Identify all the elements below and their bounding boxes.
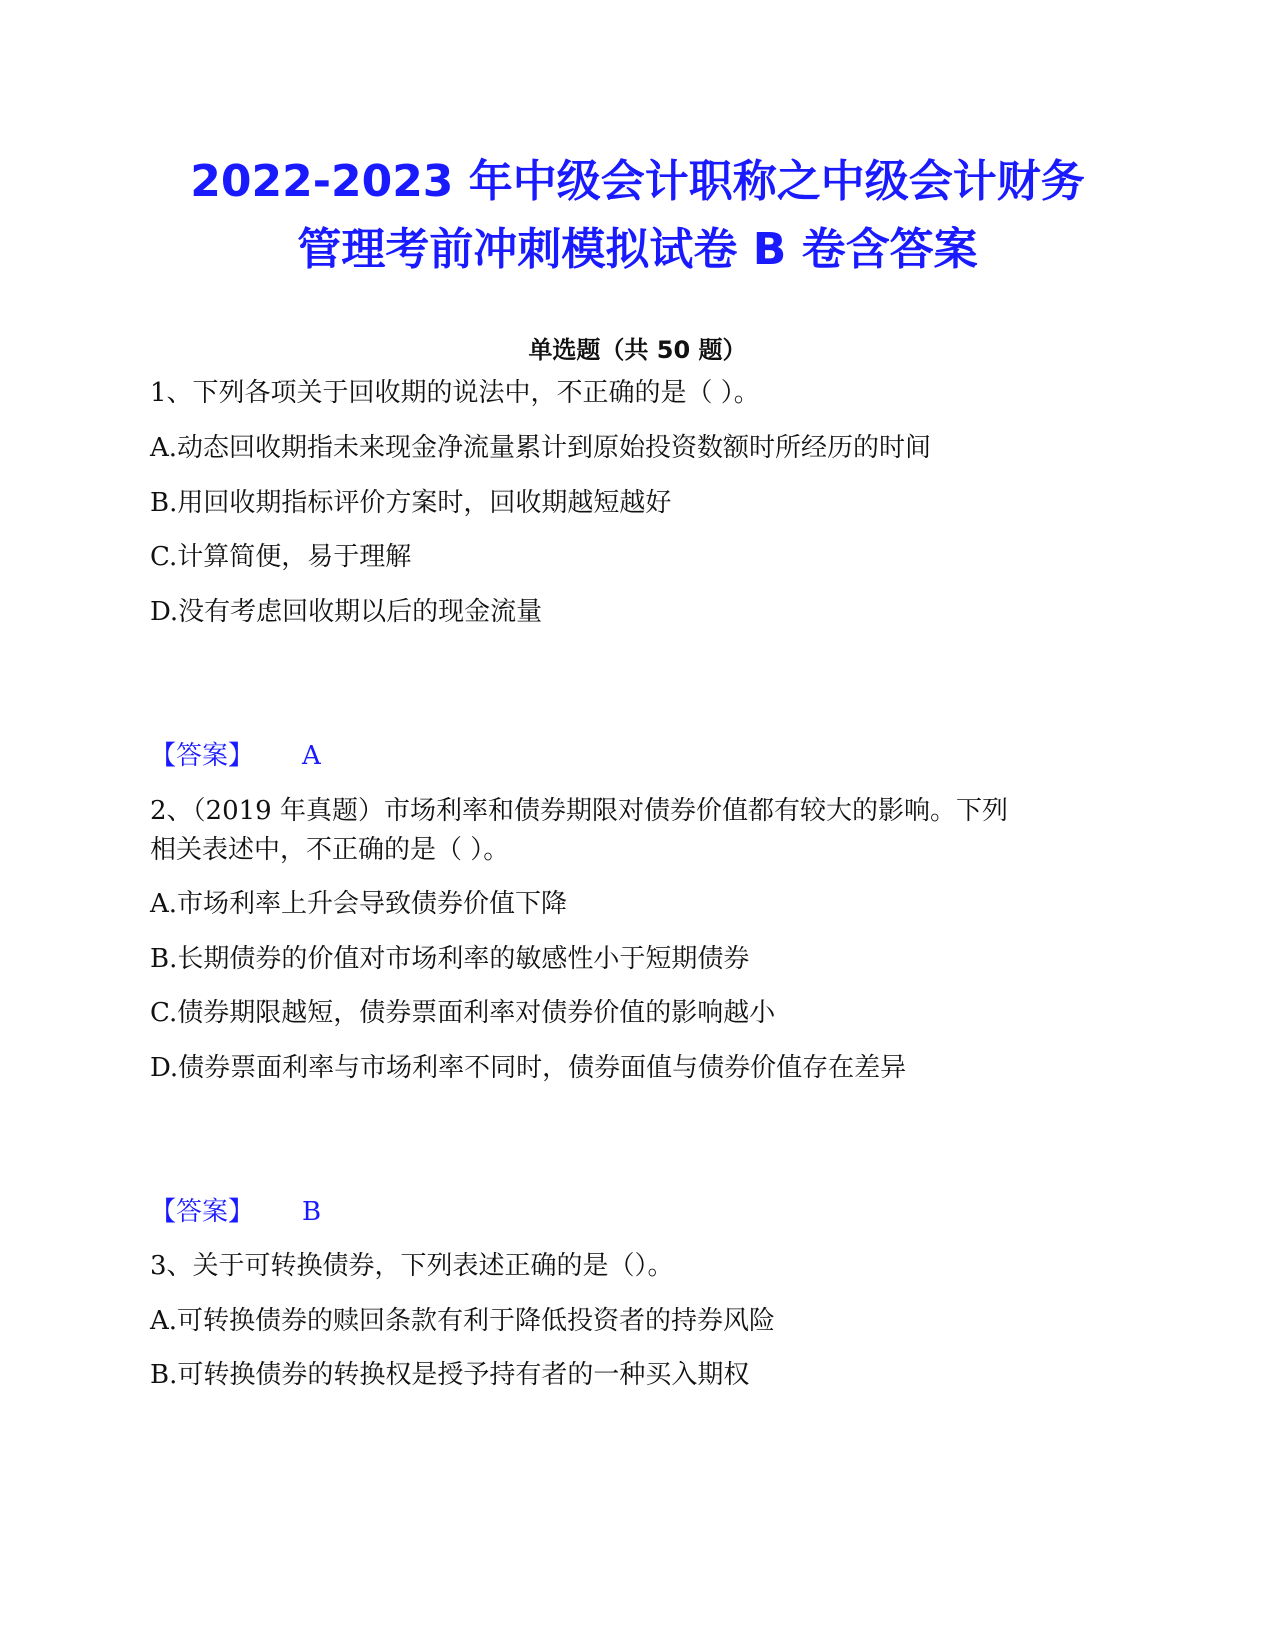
question-1-option-a: A.动态回收期指未来现金净流量累计到原始投资数额时所经历的时间 [150, 433, 932, 463]
question-3-stem: 3、关于可转换债券，下列表述正确的是（）。 [150, 1251, 674, 1281]
question-2-answer [150, 1192, 321, 1232]
question-2-stem-line-2: 相关表述中，不正确的是（ ）。 [150, 835, 510, 865]
question-2-option-d: D.债券票面利率与市场利率不同时，债券面值与债券价值存在差异 [150, 1053, 907, 1083]
question-2-option-b: B.长期债券的价值对市场利率的敏感性小于短期债券 [150, 944, 750, 974]
answer-label: 【答案】 [150, 741, 255, 771]
question-2-option-a: A.市场利率上升会导致债券价值下降 [150, 889, 568, 919]
document-title-line-2: 管理考前冲刺模拟试卷 B 卷含答案 [297, 224, 978, 275]
question-2-stem-line-1: 2、（2019 年真题）市场利率和债券期限对债券价值都有较大的影响。下列 [150, 796, 1008, 826]
question-2-option-c: C.债券期限越短，债券票面利率对债券价值的影响越小 [150, 998, 776, 1028]
question-1-option-c: C.计算简便，易于理解 [150, 542, 412, 572]
answer-value: B [302, 1197, 322, 1227]
question-3-option-b: B.可转换债券的转换权是授予持有者的一种买入期权 [150, 1360, 750, 1390]
answer-label: 【答案】 [150, 1197, 255, 1227]
question-1-stem: 1、下列各项关于回收期的说法中，不正确的是（ ）。 [150, 378, 760, 408]
document-title-line-1: 2022-2023 年中级会计职称之中级会计财务 [190, 156, 1085, 207]
question-1-answer [150, 736, 321, 776]
section-heading: 单选题（共 50 题） [528, 336, 747, 364]
question-3-option-a: A.可转换债券的赎回条款有利于降低投资者的持券风险 [150, 1306, 776, 1336]
question-1-option-d: D.没有考虑回收期以后的现金流量 [150, 597, 543, 627]
answer-value: A [302, 741, 321, 771]
question-1-option-b: B.用回收期指标评价方案时，回收期越短越好 [150, 488, 672, 518]
